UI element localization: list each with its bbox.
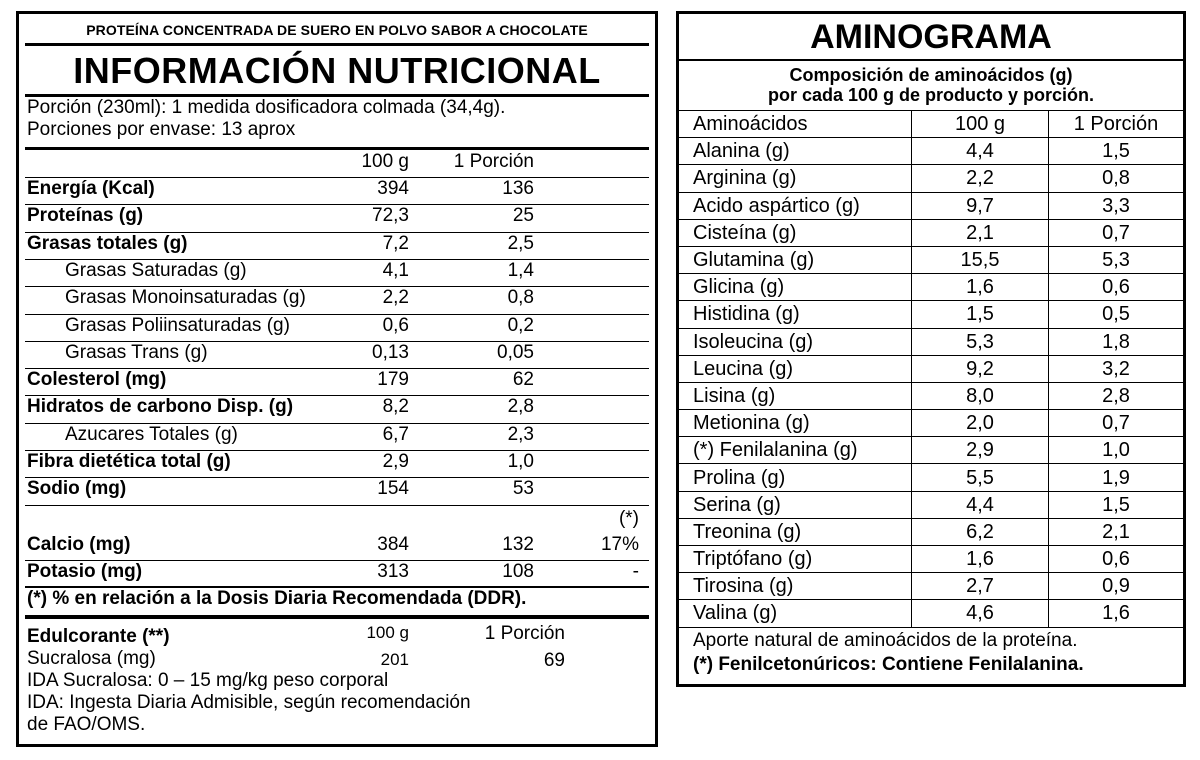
aminogram-title: AMINOGRAMA xyxy=(810,18,1052,56)
nutrient-label: Grasas Saturadas (g) xyxy=(65,259,247,281)
product-subtitle: PROTEÍNA CONCENTRADA DE SUERO EN POLVO SABOR A CHOCOLATE xyxy=(86,22,588,38)
table-row xyxy=(679,600,1183,627)
amino-acid-value-portion: 1,6 xyxy=(1049,600,1184,627)
ida-sucralose: IDA Sucralosa: 0 – 15 mg/kg peso corporal xyxy=(27,670,389,691)
nutrition-facts-panel xyxy=(16,11,658,747)
nutrient-value-100g: 0,6 xyxy=(382,314,409,336)
divider xyxy=(25,505,649,506)
amino-acid-value-100g: 1,5 xyxy=(912,301,1049,328)
nutrient-label: Grasas Trans (g) xyxy=(65,341,208,363)
nutrient-value-100g: 2,9 xyxy=(382,451,409,472)
table-row xyxy=(679,410,1183,437)
divider xyxy=(25,43,649,46)
nutrient-value-portion: 0,05 xyxy=(497,341,534,363)
nutrient-label: Colesterol (mg) xyxy=(27,369,167,391)
amino-acid-name: Glicina (g) xyxy=(679,274,912,301)
mineral-ddr-percent: - xyxy=(632,561,639,582)
amino-acid-value-100g: 9,7 xyxy=(912,192,1049,219)
nutrient-label: Sodio (mg) xyxy=(27,478,127,500)
amino-acid-name: Arginina (g) xyxy=(679,165,912,192)
nutrient-value-100g: 4,1 xyxy=(382,259,409,281)
table-row xyxy=(679,491,1183,518)
ida-definition: IDA: Ingesta Diaria Admisible, según recomendación xyxy=(27,692,471,713)
table-row xyxy=(679,464,1183,491)
nutrient-value-100g: 394 xyxy=(377,178,409,199)
nutrient-value-100g: 2,2 xyxy=(382,287,409,309)
table-row xyxy=(679,192,1183,219)
amino-acid-value-100g: 2,0 xyxy=(912,410,1049,437)
nutrient-value-portion: 0,8 xyxy=(507,287,534,309)
divider xyxy=(25,615,649,619)
sweetener-value-portion: 69 xyxy=(543,650,565,671)
amino-acid-value-100g: 4,4 xyxy=(912,491,1049,518)
nutrient-value-portion: 1,4 xyxy=(507,259,534,281)
nutrient-value-portion: 62 xyxy=(512,369,534,391)
nutrient-value-100g: 7,2 xyxy=(382,232,409,254)
nutrient-label: Azucares Totales (g) xyxy=(65,423,238,445)
column-header-portion: 1 Porción xyxy=(453,151,534,172)
table-row xyxy=(679,355,1183,382)
nutrition-title: INFORMACIÓN NUTRICIONAL xyxy=(73,50,601,91)
amino-acid-name: Alanina (g) xyxy=(679,138,912,165)
table-row xyxy=(679,165,1183,192)
column-header-100g: 100 g xyxy=(912,111,1049,138)
amino-acid-value-portion: 1,8 xyxy=(1049,328,1184,355)
amino-acid-name: Cisteína (g) xyxy=(679,219,912,246)
sweetener-col-100g: 100 g xyxy=(366,623,409,642)
mineral-value-portion: 108 xyxy=(502,561,534,582)
table-row xyxy=(679,328,1183,355)
nutrient-label: Fibra dietética total (g) xyxy=(27,451,231,472)
amino-acid-name: Metionina (g) xyxy=(679,410,912,437)
amino-acid-name: Treonina (g) xyxy=(679,518,912,545)
column-header-amino-acids: Aminoácidos xyxy=(679,111,912,138)
nutrient-value-portion: 2,8 xyxy=(507,396,534,418)
nutrient-value-100g: 6,7 xyxy=(382,423,409,445)
servings-per-container: Porciones por envase: 13 aprox xyxy=(27,119,296,140)
table-row xyxy=(679,274,1183,301)
mineral-label: Potasio (mg) xyxy=(27,561,143,582)
amino-acid-value-100g: 2,7 xyxy=(912,573,1049,600)
nutrient-value-100g: 0,13 xyxy=(372,341,409,363)
divider xyxy=(679,59,1183,61)
amino-acid-name: Leucina (g) xyxy=(679,355,912,382)
ida-source: de FAO/OMS. xyxy=(27,714,146,735)
amino-acid-value-100g: 4,6 xyxy=(912,600,1049,627)
column-header-100g: 100 g xyxy=(361,151,409,172)
aminogram-heading-line2: por cada 100 g de producto y porción. xyxy=(767,85,1095,105)
sweetener-value-100g: 201 xyxy=(380,650,409,669)
amino-acid-name: (*) Fenilalanina (g) xyxy=(679,437,912,464)
amino-acid-name: Prolina (g) xyxy=(679,464,912,491)
nutrient-value-portion: 2,5 xyxy=(507,232,534,254)
nutrient-label: Grasas totales (g) xyxy=(27,232,188,254)
nutrient-value-portion: 25 xyxy=(512,205,534,227)
aminogram-footnote-phenylketonuria: (*) Fenilcetonúricos: Contiene Fenilalanina. xyxy=(693,654,1084,675)
nutrient-value-portion: 2,3 xyxy=(507,423,534,445)
amino-acid-value-100g: 5,5 xyxy=(912,464,1049,491)
nutrient-label: Grasas Monoinsaturadas (g) xyxy=(65,287,306,309)
amino-acid-value-portion: 0,8 xyxy=(1049,165,1184,192)
amino-acid-name: Isoleucina (g) xyxy=(679,328,912,355)
amino-acid-value-100g: 5,3 xyxy=(912,328,1049,355)
sweetener-name: Sucralosa (mg) xyxy=(27,648,156,669)
mineral-label: Calcio (mg) xyxy=(27,534,131,555)
amino-acid-name: Triptófano (g) xyxy=(679,546,912,573)
amino-acid-value-100g: 2,9 xyxy=(912,437,1049,464)
amino-acid-table xyxy=(679,110,1183,628)
amino-acid-value-100g: 6,2 xyxy=(912,518,1049,545)
amino-acid-value-100g: 15,5 xyxy=(912,246,1049,273)
table-row xyxy=(679,301,1183,328)
table-row xyxy=(679,246,1183,273)
amino-acid-name: Tirosina (g) xyxy=(679,573,912,600)
ddr-marker: (*) xyxy=(618,508,639,529)
table-header-row xyxy=(679,111,1183,138)
table-row xyxy=(679,382,1183,409)
amino-acid-value-portion: 2,1 xyxy=(1049,518,1184,545)
amino-acid-value-100g: 1,6 xyxy=(912,546,1049,573)
amino-acid-name: Valina (g) xyxy=(679,600,912,627)
amino-acid-value-portion: 1,5 xyxy=(1049,491,1184,518)
mineral-ddr-percent: 17% xyxy=(600,534,639,555)
mineral-value-100g: 313 xyxy=(377,561,409,582)
table-row xyxy=(679,573,1183,600)
amino-acid-name: Lisina (g) xyxy=(679,382,912,409)
amino-acid-value-portion: 0,6 xyxy=(1049,546,1184,573)
aminogram-footnote-natural: Aporte natural de aminoácidos de la proteína. xyxy=(693,630,1078,651)
nutrient-label: Grasas Poliinsaturadas (g) xyxy=(65,314,290,336)
amino-acid-value-portion: 3,2 xyxy=(1049,355,1184,382)
amino-acid-value-portion: 0,9 xyxy=(1049,573,1184,600)
amino-acid-value-100g: 2,2 xyxy=(912,165,1049,192)
amino-acid-name: Glutamina (g) xyxy=(679,246,912,273)
ddr-note: (*) % en relación a la Dosis Diaria Recomendada (DDR). xyxy=(27,588,527,609)
portion-size: Porción (230ml): 1 medida dosificadora colmada (34,4g). xyxy=(27,97,506,118)
amino-acid-value-100g: 1,6 xyxy=(912,274,1049,301)
amino-acid-value-portion: 3,3 xyxy=(1049,192,1184,219)
nutrient-value-100g: 179 xyxy=(377,369,409,391)
amino-acid-value-portion: 2,8 xyxy=(1049,382,1184,409)
mineral-value-100g: 384 xyxy=(377,534,409,555)
amino-acid-value-portion: 0,5 xyxy=(1049,301,1184,328)
sweetener-col-portion: 1 Porción xyxy=(484,623,565,644)
nutrient-value-portion: 1,0 xyxy=(507,451,534,472)
amino-acid-value-100g: 4,4 xyxy=(912,138,1049,165)
amino-acid-value-portion: 1,0 xyxy=(1049,437,1184,464)
amino-acid-value-100g: 2,1 xyxy=(912,219,1049,246)
amino-acid-value-portion: 0,6 xyxy=(1049,274,1184,301)
table-row xyxy=(679,546,1183,573)
amino-acid-value-portion: 0,7 xyxy=(1049,219,1184,246)
amino-acid-name: Histidina (g) xyxy=(679,301,912,328)
amino-acid-name: Acido aspártico (g) xyxy=(679,192,912,219)
nutrient-value-100g: 72,3 xyxy=(372,205,409,227)
nutrient-label: Hidratos de carbono Disp. (g) xyxy=(27,396,294,418)
nutrient-value-100g: 154 xyxy=(377,478,409,500)
nutrient-label: Proteínas (g) xyxy=(27,205,144,227)
amino-acid-value-100g: 9,2 xyxy=(912,355,1049,382)
table-row xyxy=(679,437,1183,464)
column-header-portion: 1 Porción xyxy=(1049,111,1184,138)
table-row xyxy=(679,138,1183,165)
nutrient-value-portion: 136 xyxy=(502,178,534,199)
sweetener-title: Edulcorante (**) xyxy=(27,626,170,647)
amino-acid-value-portion: 5,3 xyxy=(1049,246,1184,273)
table-row xyxy=(679,219,1183,246)
aminogram-panel xyxy=(676,11,1186,687)
amino-acid-name: Serina (g) xyxy=(679,491,912,518)
aminogram-heading-line1: Composición de aminoácidos (g) xyxy=(789,65,1073,85)
amino-acid-value-portion: 1,9 xyxy=(1049,464,1184,491)
nutrient-value-portion: 0,2 xyxy=(507,314,534,336)
nutrient-value-100g: 8,2 xyxy=(382,396,409,418)
amino-acid-value-portion: 0,7 xyxy=(1049,410,1184,437)
table-row xyxy=(679,518,1183,545)
nutrient-label: Energía (Kcal) xyxy=(27,178,155,199)
mineral-value-portion: 132 xyxy=(502,534,534,555)
nutrient-value-portion: 53 xyxy=(512,478,534,500)
divider xyxy=(25,147,649,150)
amino-acid-value-portion: 1,5 xyxy=(1049,138,1184,165)
amino-acid-value-100g: 8,0 xyxy=(912,382,1049,409)
